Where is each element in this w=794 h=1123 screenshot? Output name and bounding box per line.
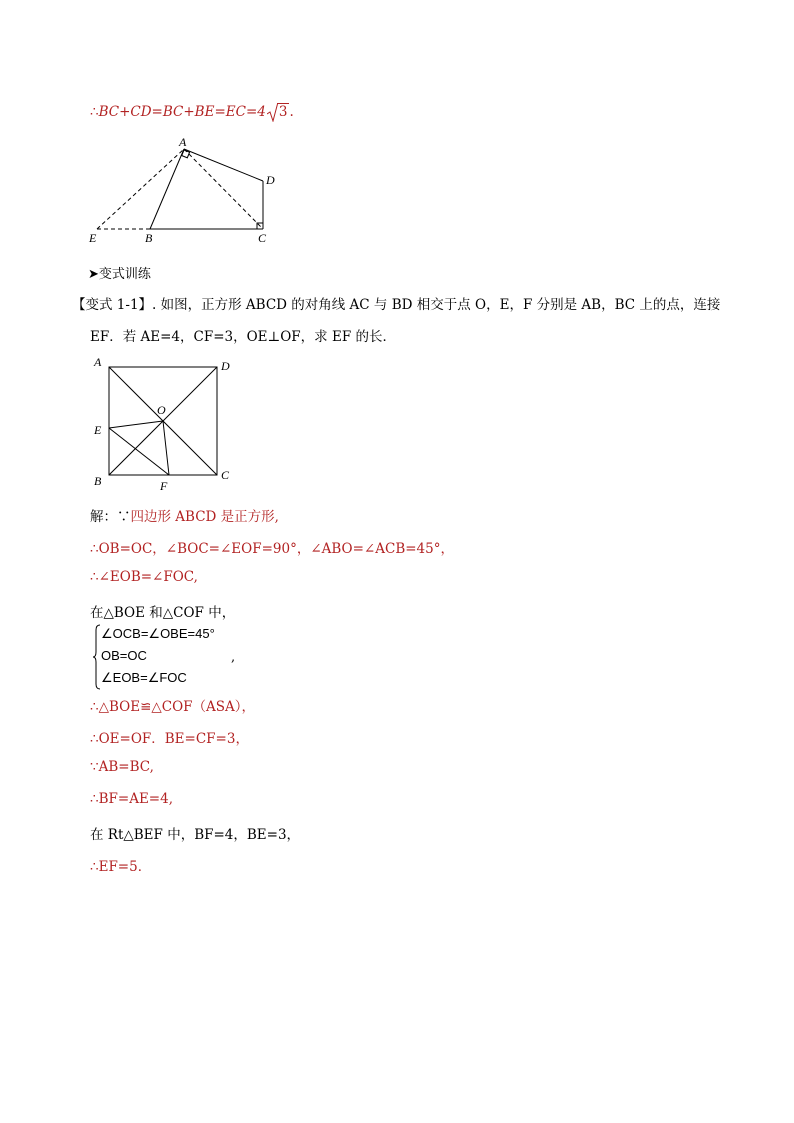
top-conclusion: [90, 104, 294, 120]
problem-text-1: . 如图，正方形 ABCD 的对角线 AC 与 BD 相交于点 O，E，F 分别是 AB，BC 上的点，连接: [152, 297, 721, 313]
label-O: O: [157, 403, 166, 417]
conclusion-expression: BC+CD=BC+BE=EC=4: [98, 104, 266, 120]
edge-EA: [97, 149, 184, 229]
problem-tag: 【变式 1-1】: [72, 297, 153, 313]
conclusion-prefix: ∴: [90, 104, 99, 120]
sqrt-radicand: 3: [278, 104, 288, 120]
section-marker: ➤: [88, 266, 99, 281]
figure-1-diagram: [80, 132, 290, 252]
label-E: E: [94, 423, 102, 437]
section-heading: [88, 263, 151, 282]
system-row-2: OB=OC: [101, 648, 147, 663]
problem-text-2: EF．若 AE=4，CF=3，OE⊥OF，求 EF 的长．: [90, 329, 396, 345]
solution-intro: [90, 505, 279, 525]
system-row-3: ∠EOB=∠FOC: [101, 670, 187, 685]
label-E: E: [89, 231, 97, 245]
segment-OF: [163, 421, 169, 475]
conclusion-suffix: .: [289, 104, 294, 120]
system-comma: ,: [231, 650, 236, 665]
label-B: B: [145, 231, 153, 245]
problem-line-1: [72, 293, 720, 313]
label-C: C: [258, 231, 267, 245]
problem-line-2: [90, 325, 396, 345]
solution-step-2: ∴∠EOB=∠FOC,: [90, 569, 198, 585]
label-C: C: [221, 468, 230, 482]
segment-EF: [109, 428, 169, 475]
solution-step-8: 在 Rt△BEF 中，BF=4，BE=3，: [90, 827, 301, 843]
solution-step-5: ∴OE=OF．BE=CF=3，: [90, 731, 249, 747]
solution-step-3: 在△BOE 和△COF 中，: [90, 605, 236, 621]
label-A: A: [179, 135, 187, 149]
left-brace: [93, 624, 101, 690]
edge-AC: [184, 149, 263, 229]
label-D: D: [221, 359, 230, 373]
figure-2-diagram: [85, 350, 245, 500]
solution-step-1: ∴OB=OC，∠BOC=∠EOF=90°，∠ABO=∠ACB=45°，: [90, 541, 454, 557]
label-A: A: [94, 355, 102, 369]
equation-system: [93, 624, 293, 690]
section-heading-text: 变式训练: [98, 266, 151, 281]
edge-AB: [150, 149, 184, 229]
segment-OE: [109, 421, 163, 428]
solution-intro-text: 四边形 ABCD 是正方形,: [130, 509, 279, 525]
solution-label: 解：∵: [90, 509, 131, 525]
system-row-1: ∠OCB=∠OBE=45°: [101, 626, 215, 641]
solution-step-6: ∵AB=BC,: [90, 759, 154, 775]
label-F: F: [160, 479, 168, 493]
sqrt-radical: [267, 104, 290, 120]
edge-AD: [184, 149, 263, 181]
solution-step-4: ∴△BOE≌△COF（ASA），: [90, 699, 256, 715]
label-B: B: [94, 474, 102, 488]
solution-step-9: ∴EF=5．: [90, 859, 152, 875]
solution-step-7: ∴BF=AE=4,: [90, 791, 173, 807]
label-D: D: [266, 173, 275, 187]
